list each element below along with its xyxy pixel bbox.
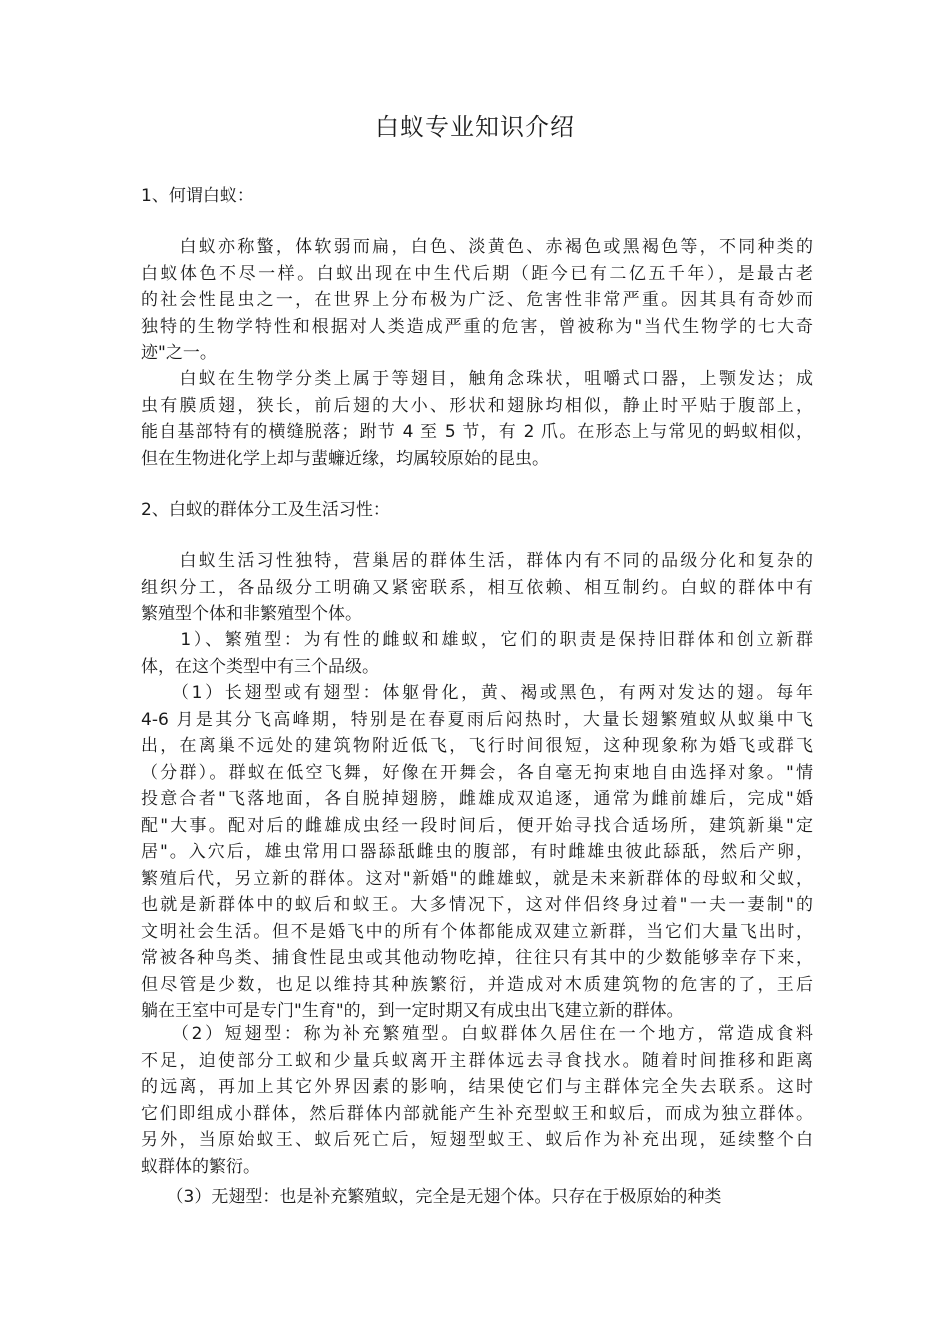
document-title: 白蚁专业知识介绍 [375,113,575,141]
section-2-paragraph-2 [141,627,813,680]
text-line: 体，在这个类型中有三个品级。 [141,656,379,677]
text-line: 文明社会生活。但不是婚飞中的所有个体都能成双建立新群，当它们大量飞出时， [141,921,813,942]
section-1-paragraph-1 [141,234,813,367]
text-line: 也就是新群体中的蚁后和蚁王。大多情况下，这对伴侣终身过着"一夫一妻制"的 [141,895,813,915]
text-line: 躺在王室中可是专门"生育"的，到一定时期又有成虫出飞建立新的群体。 [141,1001,684,1021]
text-line: 繁殖后代，另立新的群体。这对"新婚"的雌雄蚁，就是未来新群体的母蚁和父蚁， [141,868,813,889]
section-2-paragraph-4 [141,1021,813,1180]
text-line: 迹"之一。 [141,343,217,363]
text-line: 4-6 月是其分飞高峰期，特别是在春夏雨后闷热时，大量长翅繁殖蚁从蚁巢中飞 [141,709,813,730]
text-line: 居"。入穴后，雄虫常用口器舔舐雌虫的腹部，有时雌雄虫彼此舔舐，然后产卵， [141,842,813,862]
text-line: 它们即组成小群体，然后群体内部就能产生补充型蚁王和蚁后，而成为独立群体。 [141,1103,813,1124]
text-line: 出，在离巢不远处的建筑物附近低飞，飞行时间很短，这种现象称为婚飞或群飞 [141,736,813,756]
text-line: 独特的生物学特性和根据对人类造成严重的危害，曾被称为"当代生物学的七大奇 [141,316,813,337]
text-line: 组织分工，各品级分工明确又紧密联系，相互依赖、相互制约。白蚁的群体中有 [141,577,813,598]
text-line: 1）、繁殖型：为有性的雌蚁和雄蚁，它们的职责是保持旧群体和创立新群 [141,630,813,650]
text-line: 但在生物进化学上却与蜚蠊近缘，均属较原始的昆虫。 [141,448,549,469]
text-line: 的社会性昆虫之一，在世界上分布极为广泛、危害性非常严重。因其具有奇妙而 [141,290,813,310]
text-line: 配"大事。配对后的雌雄成虫经一段时间后，便开始寻找合适场所，建筑新巢"定 [141,815,813,836]
text-line: 白蚁生活习性独特，营巢居的群体生活，群体内有不同的品级分化和复杂的 [141,551,813,571]
section-2-paragraph-3 [141,680,813,1025]
section-2-heading: 2、白蚁的群体分工及生活习性： [141,500,390,520]
text-line: 常被各种鸟类、捕食性昆虫或其他动物吃掉，往往只有其中的少数能够幸存下来， [141,948,813,968]
text-line: 白蚁在生物学分类上属于等翅目，触角念珠状，咀嚼式口器，上颚发达；成 [141,369,813,389]
text-line: 不足，迫使部分工蚁和少量兵蚁离开主群体远去寻食找水。随着时间推移和距离 [141,1050,813,1071]
text-line: 另外，当原始蚁王、蚁后死亡后，短翅型蚁王、蚁后作为补充出现，延续整个白 [141,1130,813,1150]
text-line: 但尽管是少数，也足以维持其种族繁衍，并造成对木质建筑物的危害的了，王后 [141,974,813,995]
text-line: （分群）。群蚁在低空飞舞，好像在开舞会，各自毫无拘束地自由选择对象。"情 [141,762,813,783]
section-2-paragraph-1 [141,548,813,628]
section-2-paragraph-5 [141,1184,813,1211]
text-line: 的远离，再加上其它外界因素的影响，结果使它们与主群体完全失去联系。这时 [141,1077,813,1097]
text-line: 蚁群体的繁衍。 [141,1156,260,1177]
text-line: 能自基部特有的横缝脱落；跗节 4 至 5 节，有 2 爪。在形态上与常见的蚂蚁相似， [141,422,813,442]
text-line: 投意合者"飞落地面，各自脱掉翅膀，雌雄成双追逐，通常为雌前雄后，完成"婚 [141,789,813,809]
text-line: 白蚁体色不尽一样。白蚁出现在中生代后期（距今已有二亿五千年），是最古老 [141,263,813,284]
section-1-paragraph-2 [141,366,813,472]
text-line: （1）长翅型或有翅型：体躯骨化，黄、褐或黑色，有两对发达的翅。每年 [141,683,813,703]
text-line: 白蚁亦称蟼，体软弱而扁，白色、淡黄色、赤褐色或黑褐色等，不同种类的 [141,237,813,257]
text-line: 虫有膜质翅，狭长，前后翅的大小、形状和翅脉均相似，静止时平贴于腹部上， [141,395,813,416]
text-line: （3）无翅型：也是补充繁殖蚁，完全是无翅个体。只存在于极原始的种类 [141,1187,722,1207]
section-1-heading: 1、何谓白蚁： [141,186,254,206]
text-line: 繁殖型个体和非繁殖型个体。 [141,604,362,624]
text-line: （2）短翅型：称为补充繁殖型。白蚁群体久居住在一个地方，常造成食料 [141,1024,813,1044]
